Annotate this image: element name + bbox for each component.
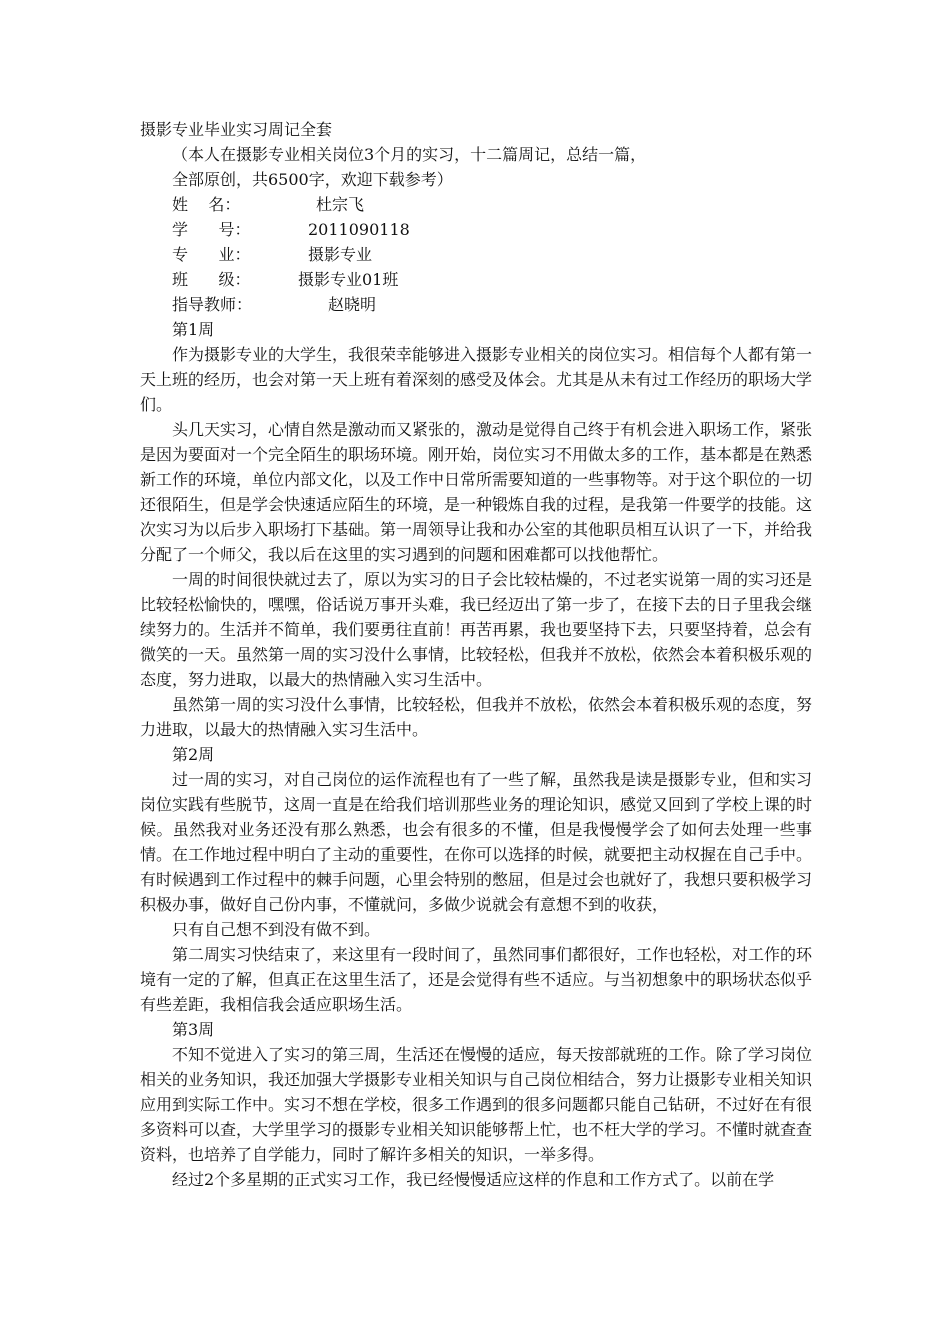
week-3-heading: 第3周 — [172, 1020, 215, 1039]
intro-line-2: 全部原创，共6500字，欢迎下载参考） — [172, 170, 453, 189]
info-value-id: 2011090118 — [308, 220, 410, 239]
week-1-paragraph: 作为摄影专业的大学生，我很荣幸能够进入摄影专业相关的岗位实习。相信每个人都有第一天上班的经历，也会对第一天上班有着深刻的感受及体会。尤其是从未有过工作经历的职场大学们。 — [140, 345, 813, 414]
week-1-paragraph: 一周的时间很快就过去了，原以为实习的日子会比较枯燥的，不过老实说第一周的实习还是比较轻松愉快的，嘿嘿，俗话说万事开头难，我已经迈出了第一步了，在接下去的日子里我会继续努力的。生活并不简单，我们要勇往直前！再苦再累，我也要坚持下去，只要坚持着，总会有微笑的一天。虽然第一周的实习没什么事情，比较轻松，但我并不放松，依然会本着积极乐观的态度，努力进取，以最大的热情融入实习生活中。 — [140, 570, 813, 689]
info-value-teacher: 赵晓明 — [328, 295, 377, 314]
week-1-paragraph: 虽然第一周的实习没什么事情，比较轻松，但我并不放松，依然会本着积极乐观的态度，努力进取，以最大的热情融入实习生活中。 — [140, 695, 813, 739]
info-row-major — [140, 242, 812, 267]
document-title: 摄影专业毕业实习周记全套 — [140, 120, 333, 139]
week-2-heading: 第2周 — [172, 745, 215, 764]
info-row-id — [140, 217, 812, 242]
info-value-name: 杜宗飞 — [316, 195, 365, 214]
document-body — [140, 117, 812, 1192]
week-2-paragraph: 过一周的实习，对自己岗位的运作流程也有了一些了解，虽然我是读是摄影专业，但和实习岗位实践有些脱节，这周一直是在给我们培训那些业务的理论知识，感觉又回到了学校上课的时候。虽然我对业务还没有那么熟悉，也会有很多的不懂，但是我慢慢学会了如何去处理一些事情。在工作地过程中明白了主动的重要性，在你可以选择的时候，就要把主动权握在自己手中。有时候遇到工作过程中的棘手问题，心里会特别的憋屈，但是过会也就好了，我想只要积极学习积极办事，做好自己份内事，不懂就问，多做少说就会有意想不到的收获， — [140, 770, 813, 914]
info-label-major: 专 业： — [172, 245, 251, 264]
info-value-class: 摄影专业01班 — [298, 270, 399, 289]
info-label-id: 学 号： — [172, 220, 251, 239]
info-value-major: 摄影专业 — [308, 245, 373, 264]
intro-line-1: （本人在摄影专业相关岗位3个月的实习，十二篇周记，总结一篇， — [172, 145, 647, 164]
week-3-paragraph: 不知不觉进入了实习的第三周，生活还在慢慢的适应，每天按部就班的工作。除了学习岗位相关的业务知识，我还加强大学摄影专业相关知识与自己岗位相结合，努力让摄影专业相关知识应用到实际工作中。实习不想在学校，很多工作遇到的很多问题都只能自己钻研，不过好在有很多资料可以查，大学里学习的摄影专业相关知识能够帮上忙，也不枉大学的学习。不懂时就查查资料，也培养了自学能力，同时了解许多相关的知识，一举多得。 — [140, 1045, 813, 1164]
week-2-paragraph: 只有自己想不到没有做不到。 — [172, 920, 381, 939]
info-row-teacher — [140, 292, 812, 317]
week-1-paragraph: 头几天实习，心情自然是激动而又紧张的，激动是觉得自己终于有机会进入职场工作，紧张是因为要面对一个完全陌生的职场环境。刚开始，岗位实习不用做太多的工作，基本都是在熟悉新工作的环境，单位内部文化，以及工作中日常所需要知道的一些事物等。对于这个职位的一切还很陌生，但是学会快速适应陌生的环境，是一种锻炼自我的过程，是我第一件要学的技能。这次实习为以后步入职场打下基础。第一周领导让我和办公室的其他职员相互认识了一下，并给我分配了一个师父，我以后在这里的实习遇到的问题和困难都可以找他帮忙。 — [140, 420, 813, 564]
info-label-teacher: 指导教师： — [172, 295, 253, 314]
info-row-name — [140, 192, 812, 217]
info-label-class: 班 级： — [172, 270, 251, 289]
week-3-paragraph: 经过2个多星期的正式实习工作，我已经慢慢适应这样的作息和工作方式了。以前在学 — [172, 1170, 775, 1189]
info-label-name: 姓 名： — [172, 195, 241, 214]
info-row-class — [140, 267, 812, 292]
week-1-heading: 第1周 — [172, 320, 215, 339]
week-2-paragraph: 第二周实习快结束了，来这里有一段时间了，虽然同事们都很好，工作也轻松，对工作的环境有一定的了解，但真正在这里生活了，还是会觉得有些不适应。与当初想象中的职场状态似乎有些差距，我相信我会适应职场生活。 — [140, 945, 813, 1014]
